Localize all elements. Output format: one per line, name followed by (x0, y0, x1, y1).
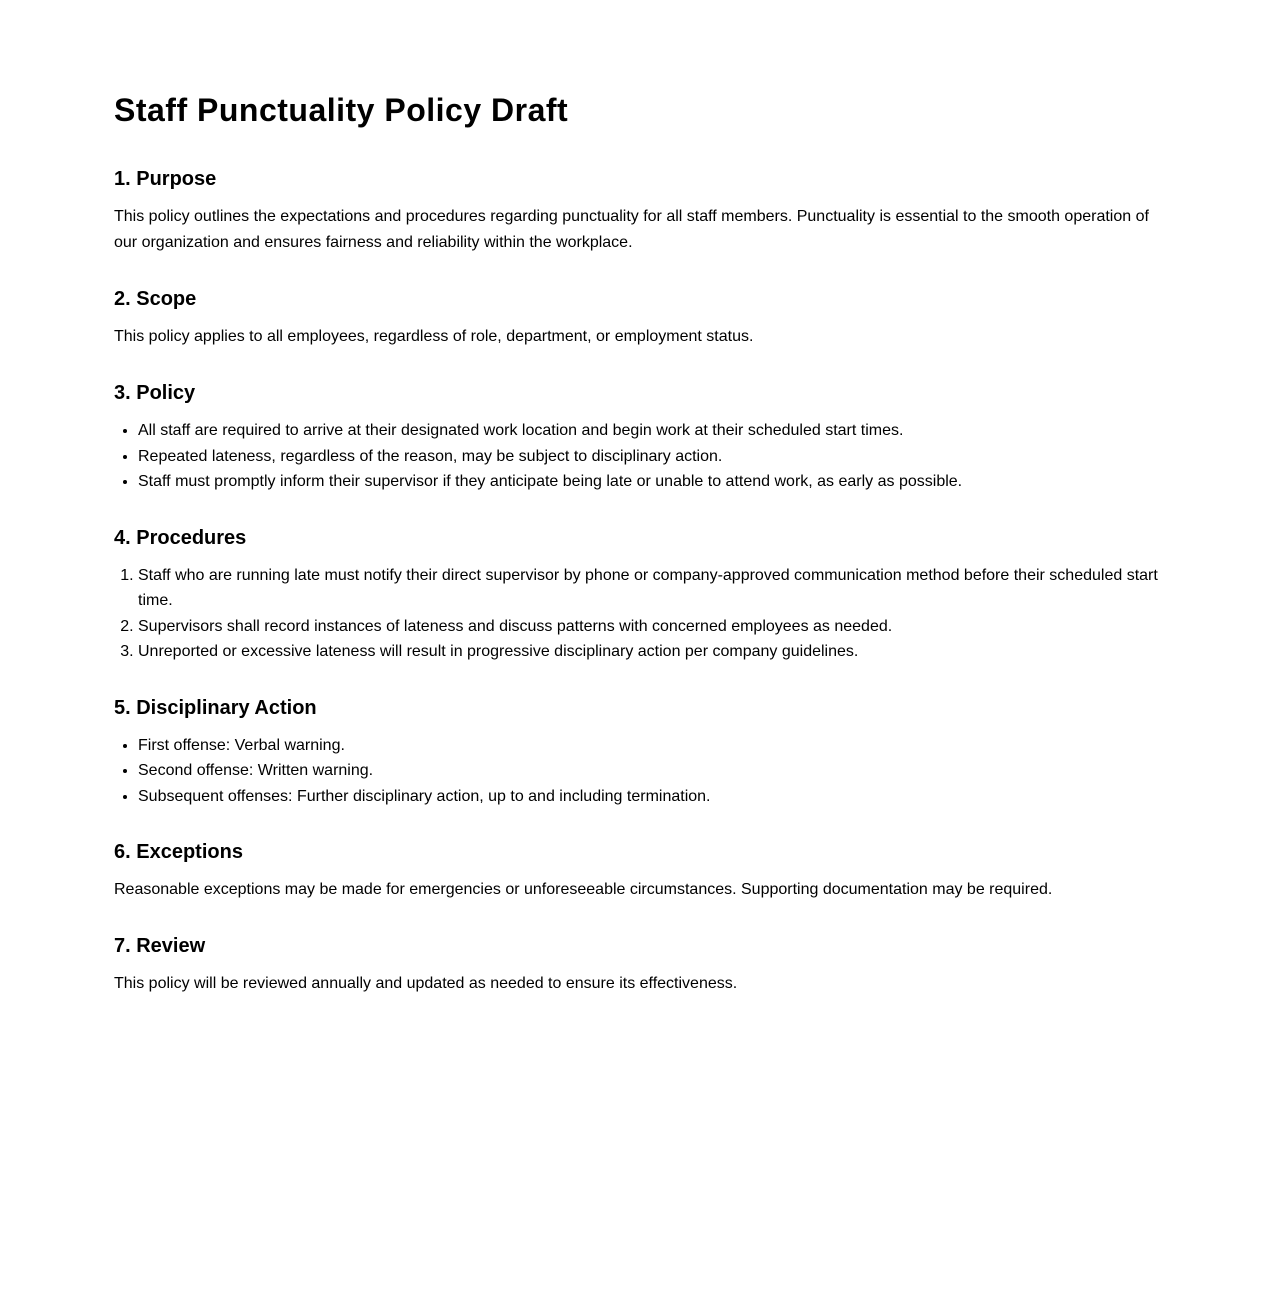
section-scope (114, 286, 1164, 350)
section-heading-purpose: 1. Purpose (114, 168, 217, 190)
list-item: • All staff are required to arrive at their designated work location and begin work at their scheduled start times. (138, 418, 1164, 444)
procedures-numbered-list (114, 563, 1164, 665)
disciplinary-bullet-list (114, 733, 1164, 810)
list-item: • First offense: Verbal warning. (138, 733, 1164, 759)
section-body-purpose: This policy outlines the expectations and procedures regarding punctuality for all staff members. Punctuality is essential to the smooth operation of our organization and ensures fairness and reliability within the workplace. (114, 208, 1149, 251)
section-purpose (114, 166, 1164, 256)
document-title: Staff Punctuality Policy Draft (114, 92, 569, 128)
section-heading-exceptions: 6. Exceptions (114, 841, 243, 863)
section-body-scope: This policy applies to all employees, regardless of role, department, or employment status. (114, 328, 754, 345)
section-exceptions (114, 839, 1164, 903)
list-item: 2. Supervisors shall record instances of lateness and discuss patterns with concerned employees as needed. (138, 614, 1164, 640)
list-item: • Subsequent offenses: Further disciplinary action, up to and including termination. (138, 784, 1164, 810)
list-item: • Staff must promptly inform their supervisor if they anticipate being late or unable to attend work, as early as possible. (138, 469, 1164, 495)
section-procedures (114, 525, 1164, 665)
section-heading-scope: 2. Scope (114, 288, 197, 310)
policy-bullet-list (114, 418, 1164, 495)
section-policy (114, 380, 1164, 495)
section-heading-review: 7. Review (114, 935, 206, 957)
list-item: 3. Unreported or excessive lateness will result in progressive disciplinary action per company guidelines. (138, 639, 1164, 665)
list-item: 1. Staff who are running late must notify their direct supervisor by phone or company-approved communication method before their scheduled start time. (138, 563, 1164, 614)
section-review (114, 933, 1164, 997)
list-item: • Repeated lateness, regardless of the reason, may be subject to disciplinary action. (138, 444, 1164, 470)
section-body-exceptions: Reasonable exceptions may be made for emergencies or unforeseeable circumstances. Supporting documentation may be required. (114, 881, 1053, 898)
section-heading-policy: 3. Policy (114, 382, 196, 404)
section-body-review: This policy will be reviewed annually and updated as needed to ensure its effectiveness. (114, 975, 738, 992)
list-item: • Second offense: Written warning. (138, 758, 1164, 784)
section-disciplinary-action (114, 695, 1164, 810)
section-heading-disciplinary-action: 5. Disciplinary Action (114, 696, 317, 719)
section-heading-procedures: 4. Procedures (114, 526, 247, 549)
policy-document (114, 88, 1164, 1027)
